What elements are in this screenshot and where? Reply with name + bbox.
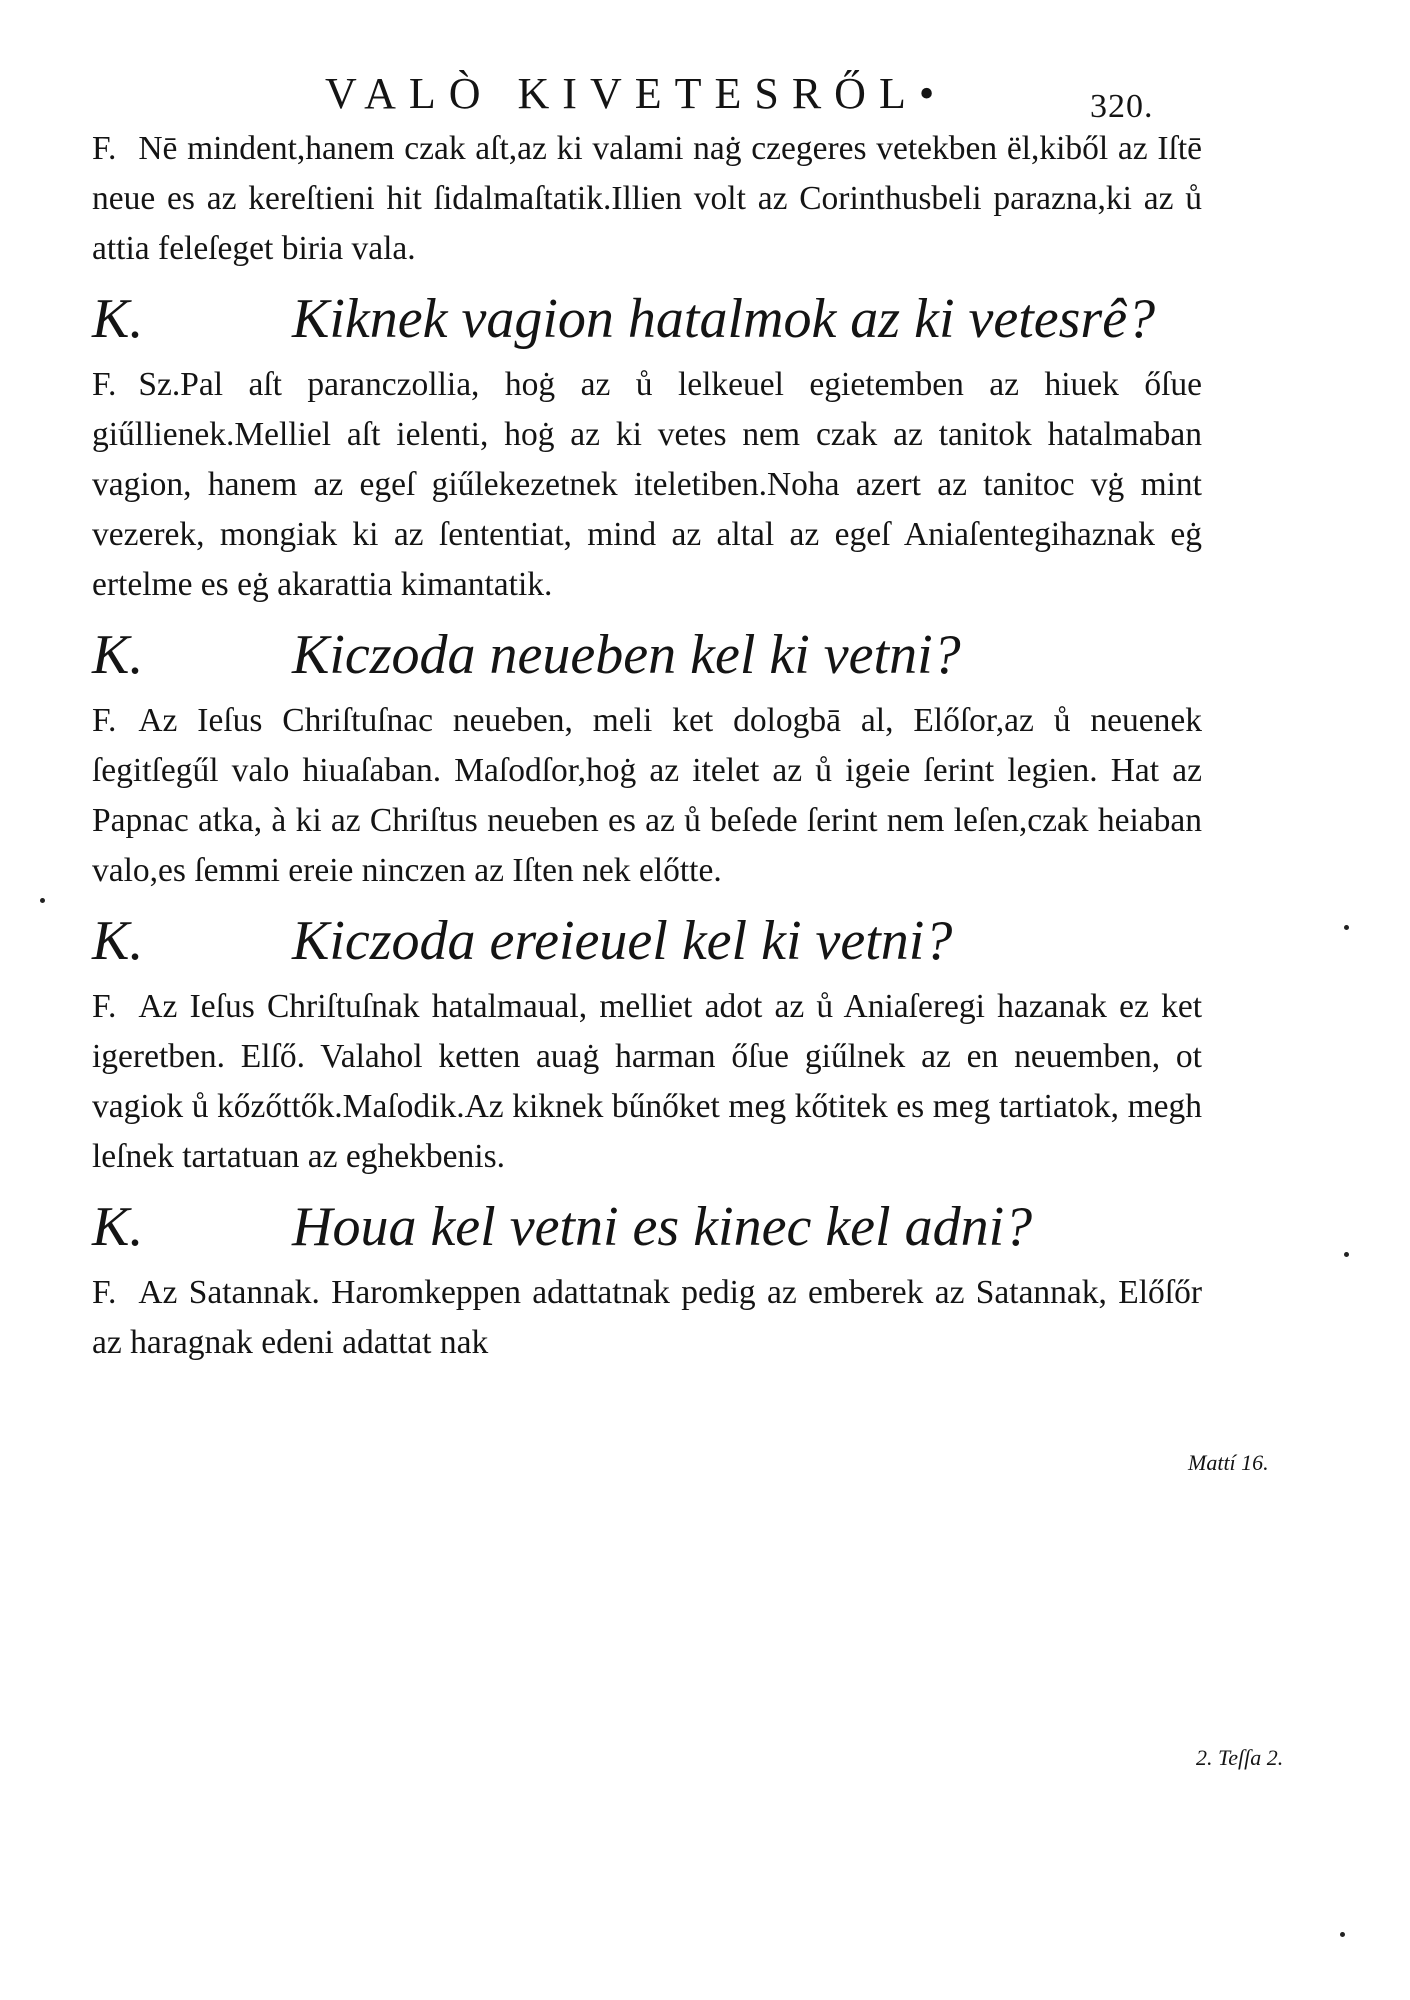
answer-paragraph xyxy=(92,696,1202,896)
main-text xyxy=(92,124,1202,1368)
answer-text: Sz.Pal aſt paranczollia, hoġ az ů lelkeuel egietemben az hiuek őſue giűllienek.Melliel aſt ielenti, hoġ az ki vetes nem czak az tanitok hatalmaban vagion, hanem az egeſ giűlekezetnek iteletiben.Noha azert az tanitoc vġ mint vezerek, mongiak ki az ſententiat, mind az altal az egeſ Aniaſentegihaznak eġ ertelme es eġ akarattia kimantatik. xyxy=(92,366,1202,603)
ink-speck xyxy=(1340,1932,1345,1937)
ink-speck xyxy=(40,898,45,903)
ink-speck xyxy=(1344,925,1349,930)
margin-note-matthew: Mattí 16. xyxy=(1188,1450,1269,1475)
question-marker: K. xyxy=(92,288,144,350)
margin-note-thessalonians: 2. Teſſa 2. xyxy=(1196,1745,1284,1770)
page-header xyxy=(0,68,1410,128)
page-number: 320. xyxy=(1090,88,1154,125)
answer-paragraph xyxy=(92,360,1202,610)
question-heading xyxy=(92,898,1202,984)
answer-paragraph xyxy=(92,124,1202,274)
question-heading xyxy=(92,276,1202,362)
answer-marker: F. xyxy=(92,130,117,167)
running-title: VALÒ KIVETESRŐL• xyxy=(325,69,948,118)
question-text: Kiczoda ereieuel kel ki vetni? xyxy=(292,910,953,972)
answer-paragraph xyxy=(92,1268,1202,1368)
answer-marker: F. xyxy=(92,702,117,739)
answer-marker: F. xyxy=(92,988,117,1025)
question-heading xyxy=(92,612,1202,698)
question-text: Houa kel vetni es kinec kel adni? xyxy=(292,1196,1033,1258)
answer-text: Az Ieſus Chriſtuſnak hatalmaual, melliet adot az ů Aniaſeregi hazanak ez ket igeretben. Elſő. Valahol ketten auaġ harman őſue giűlnek az en neuemben, ot vagiok ů kőzőttők.Maſodik.Az kiknek bűnőket meg kőtitek es meg tartiatok, megh leſnek tartatuan az eghekbenis. xyxy=(92,988,1202,1175)
question-marker: K. xyxy=(92,624,144,686)
answer-text: Az Satannak. Haromkeppen adattatnak pedig az emberek az Satannak, Előſőr az haragnak edeni adattat nak xyxy=(92,1274,1202,1361)
question-text: Kiczoda neueben kel ki vetni? xyxy=(292,624,961,686)
question-marker: K. xyxy=(92,910,144,972)
answer-marker: F. xyxy=(92,366,117,403)
question-heading xyxy=(92,1184,1202,1270)
question-marker: K. xyxy=(92,1196,144,1258)
answer-paragraph xyxy=(92,982,1202,1182)
answer-marker: F. xyxy=(92,1274,117,1311)
answer-text: Az Ieſus Chriſtuſnac neueben, meli ket dologbā al, Előſor,az ů neuenek ſegitſegűl valo hiuaſaban. Maſodſor,hoġ az itelet az ů igeie ſerint legien. Hat az Papnac atka, à ki az Chriſtus neueben es az ů beſede ſerint nem leſen,czak heiaban valo,es ſemmi ereie ninczen az Iſten nek előtte. xyxy=(92,702,1202,889)
question-text: Kiknek vagion hatalmok az ki vetesrê? xyxy=(292,288,1156,350)
ink-speck xyxy=(1344,1252,1349,1257)
answer-text: Nē mindent,hanem czak aſt,az ki valami naġ czegeres vetekben ël,kiből az Iſtē neue es az kereſtieni hit ſidalmaſtatik.Illien volt az Corinthusbeli parazna,ki az ů attia feleſeget biria vala. xyxy=(92,130,1202,267)
